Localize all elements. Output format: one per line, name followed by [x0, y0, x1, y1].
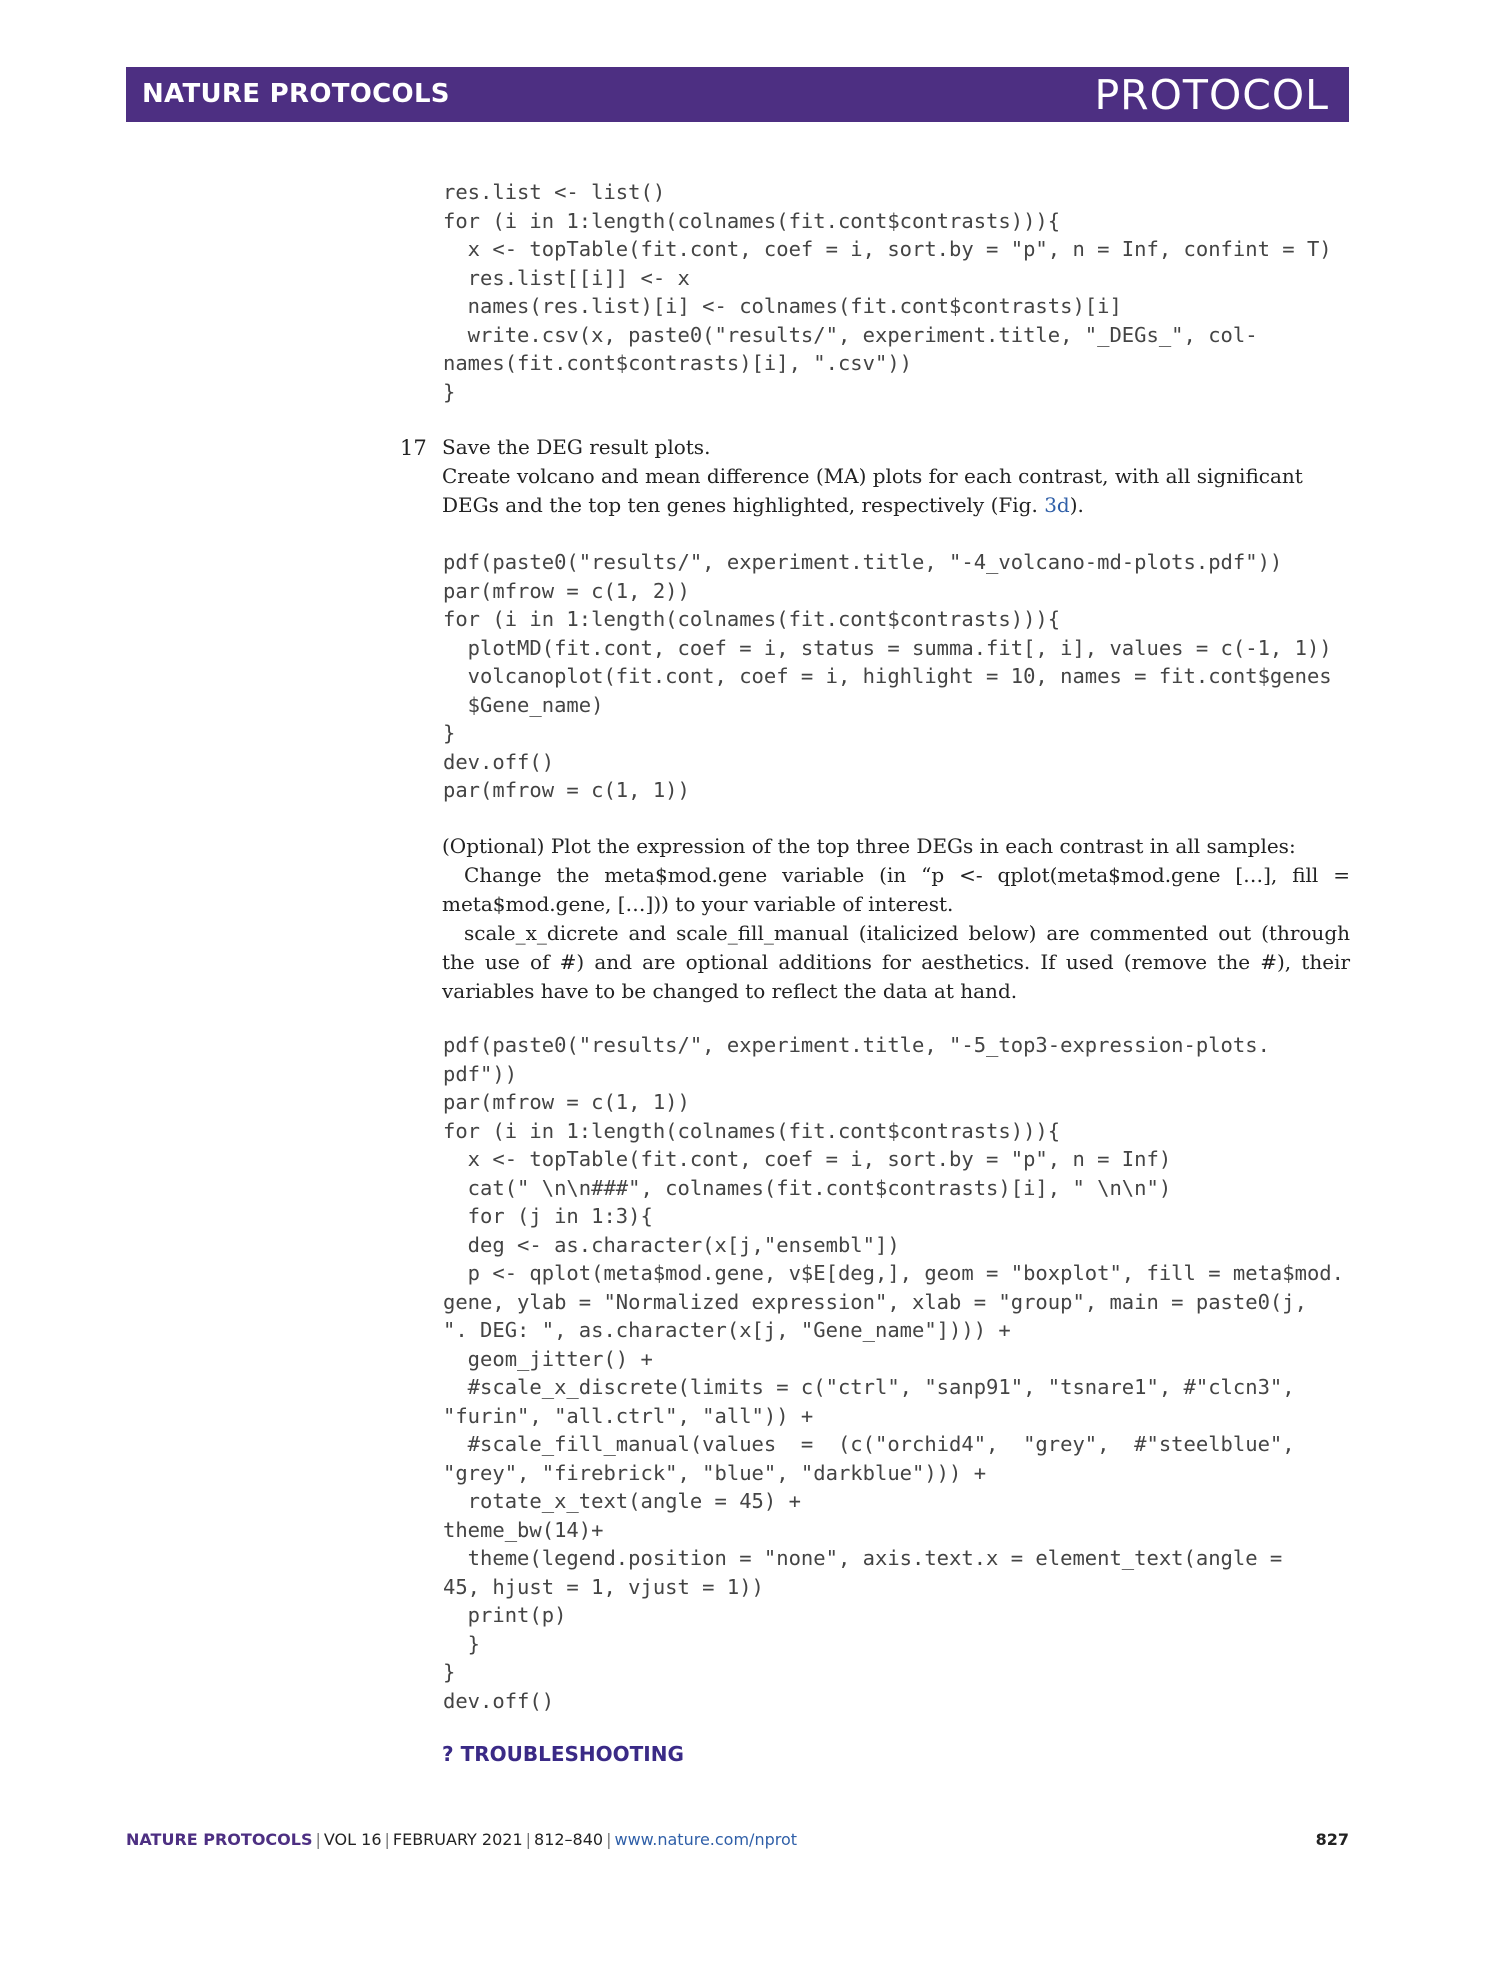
code-line: x <- topTable(fit.cont, coef = i, sort.by = "p", n = Inf) — [443, 1147, 1172, 1171]
code-line: plotMD(fit.cont, coef = i, status = summa.fit[, i], values = c(-1, 1)) — [443, 635, 1332, 660]
code-line: dev.off() — [443, 1688, 555, 1713]
code-line: par(mfrow = c(1, 2)) — [443, 578, 690, 603]
page-number: 827 — [1315, 1830, 1349, 1849]
optional-intro: (Optional) Plot the expression of the top three DEGs in each contrast in all samples: — [442, 834, 1296, 858]
code-block-results-list — [443, 178, 1353, 406]
code-line: gene, ylab = "Normalized expression", xlab = "group", main = paste0(j, — [443, 1289, 1307, 1314]
footer-separator: | — [606, 1830, 612, 1849]
troubleshooting-link[interactable]: ? TROUBLESHOOTING — [442, 1742, 684, 1766]
footer-citation — [126, 1830, 797, 1849]
code-line: for (i in 1:length(colnames(fit.cont$contrasts))){ — [443, 208, 1061, 233]
code-line: "grey", "firebrick", "blue", "darkblue"))) + — [443, 1460, 987, 1485]
step-title: Save the DEG result plots. — [442, 435, 711, 459]
footer-separator: | — [525, 1830, 532, 1849]
footer-separator: | — [384, 1830, 390, 1849]
code-line: #scale_x_discrete(limits = c("ctrl", "sanp91", "tsnare1", #"clcn3", — [443, 1375, 1295, 1399]
journal-header-bar — [126, 67, 1349, 122]
figure-link[interactable]: 3d — [1044, 493, 1070, 517]
code-line: res.list[[i]] <- x — [443, 265, 690, 290]
code-line: cat(" \n\n###", colnames(fit.cont$contrasts)[i], " \n\n") — [443, 1175, 1172, 1200]
code-line: } — [443, 1660, 456, 1684]
footer-journal: NATURE PROTOCOLS — [126, 1830, 313, 1849]
code-line: theme(legend.position = "none", axis.text.x = element_text(angle = — [443, 1546, 1283, 1570]
code-line: "furin", "all.ctrl", "all")) + — [443, 1403, 814, 1428]
code-line: 45, hjust = 1, vjust = 1)) — [443, 1574, 764, 1599]
code-line: } — [443, 1631, 481, 1656]
step-description-end: ). — [1069, 493, 1084, 517]
code-line: names(fit.cont$contrasts)[i], ".csv")) — [443, 351, 912, 375]
code-line: theme_bw(14)+ — [443, 1517, 604, 1542]
code-line: } — [443, 721, 456, 745]
footer-date: FEBRUARY 2021 — [392, 1830, 523, 1849]
step-17-text — [442, 433, 1350, 520]
code-line: ". DEG: ", as.character(x[j, "Gene_name"]))) + — [443, 1318, 1011, 1342]
optional-paragraph-1: Change the meta$mod.gene variable (in “p <- qplot(meta$mod.gene […], fill = meta$mod.gene, […])) to your variable of interest. — [442, 863, 1350, 916]
code-line: for (i in 1:length(colnames(fit.cont$contrasts))){ — [443, 1118, 1061, 1143]
optional-step-text — [442, 832, 1350, 1006]
code-line: x <- topTable(fit.cont, coef = i, sort.by = "p", n = Inf, confint = T) — [443, 237, 1332, 261]
code-line: pdf(paste0("results/", experiment.title, "-4_volcano-md-plots.pdf")) — [443, 550, 1283, 574]
code-line: dev.off() — [443, 749, 555, 774]
code-line: pdf")) — [443, 1061, 518, 1086]
journal-name: NATURE PROTOCOLS — [142, 79, 450, 109]
code-line: pdf(paste0("results/", experiment.title, "-5_top3-expression-plots. — [443, 1033, 1270, 1057]
code-line: for (j in 1:3){ — [443, 1204, 653, 1228]
code-line: for (i in 1:length(colnames(fit.cont$contrasts))){ — [443, 607, 1061, 631]
code-line: names(res.list)[i] <- colnames(fit.cont$contrasts)[i] — [443, 294, 1122, 318]
code-line: #scale_fill_manual(values = (c("orchid4", "grey", #"steelblue", — [443, 1432, 1295, 1456]
footer-url-link[interactable]: www.nature.com/nprot — [614, 1830, 798, 1849]
step-description-text: Create volcano and mean difference (MA) plots for each contrast, with all significant DEGs and the top ten genes highlighted, respectively (Fig. — [442, 464, 1303, 517]
code-line: res.list <- list() — [443, 180, 666, 204]
footer-pages: 812–840 — [534, 1830, 604, 1849]
code-line: deg <- as.character(x[j,"ensembl"]) — [443, 1232, 900, 1257]
code-line: $Gene_name) — [443, 692, 604, 717]
code-line: rotate_x_text(angle = 45) + — [443, 1489, 801, 1513]
code-line: write.csv(x, paste0("results/", experiment.title, "_DEGs_", col- — [443, 322, 1258, 347]
code-line: print(p) — [443, 1603, 567, 1627]
code-block-top3-expression — [443, 1031, 1353, 1715]
footer-separator: | — [315, 1830, 321, 1849]
optional-paragraph-2: scale_x_dicrete and scale_fill_manual (italicized below) are commented out (through the use of #) and are optional additions for aesthetics. If used (remove the #), their variables have to be changed to reflect the data at hand. — [442, 921, 1350, 1003]
code-line: } — [443, 379, 456, 404]
page-footer — [126, 1830, 1349, 1854]
step-number: 17 — [400, 436, 427, 460]
step-description — [442, 462, 1350, 520]
code-line: par(mfrow = c(1, 1)) — [443, 778, 690, 802]
footer-volume: VOL 16 — [323, 1830, 382, 1849]
code-line: volcanoplot(fit.cont, coef = i, highlight = 10, names = fit.cont$genes — [443, 664, 1332, 688]
code-block-volcano-plots — [443, 548, 1353, 805]
code-line: p <- qplot(meta$mod.gene, v$E[deg,], geom = "boxplot", fill = meta$mod. — [443, 1261, 1344, 1285]
code-line: par(mfrow = c(1, 1)) — [443, 1090, 690, 1114]
code-line: geom_jitter() + — [443, 1346, 653, 1371]
article-type: PROTOCOL — [1094, 71, 1329, 119]
